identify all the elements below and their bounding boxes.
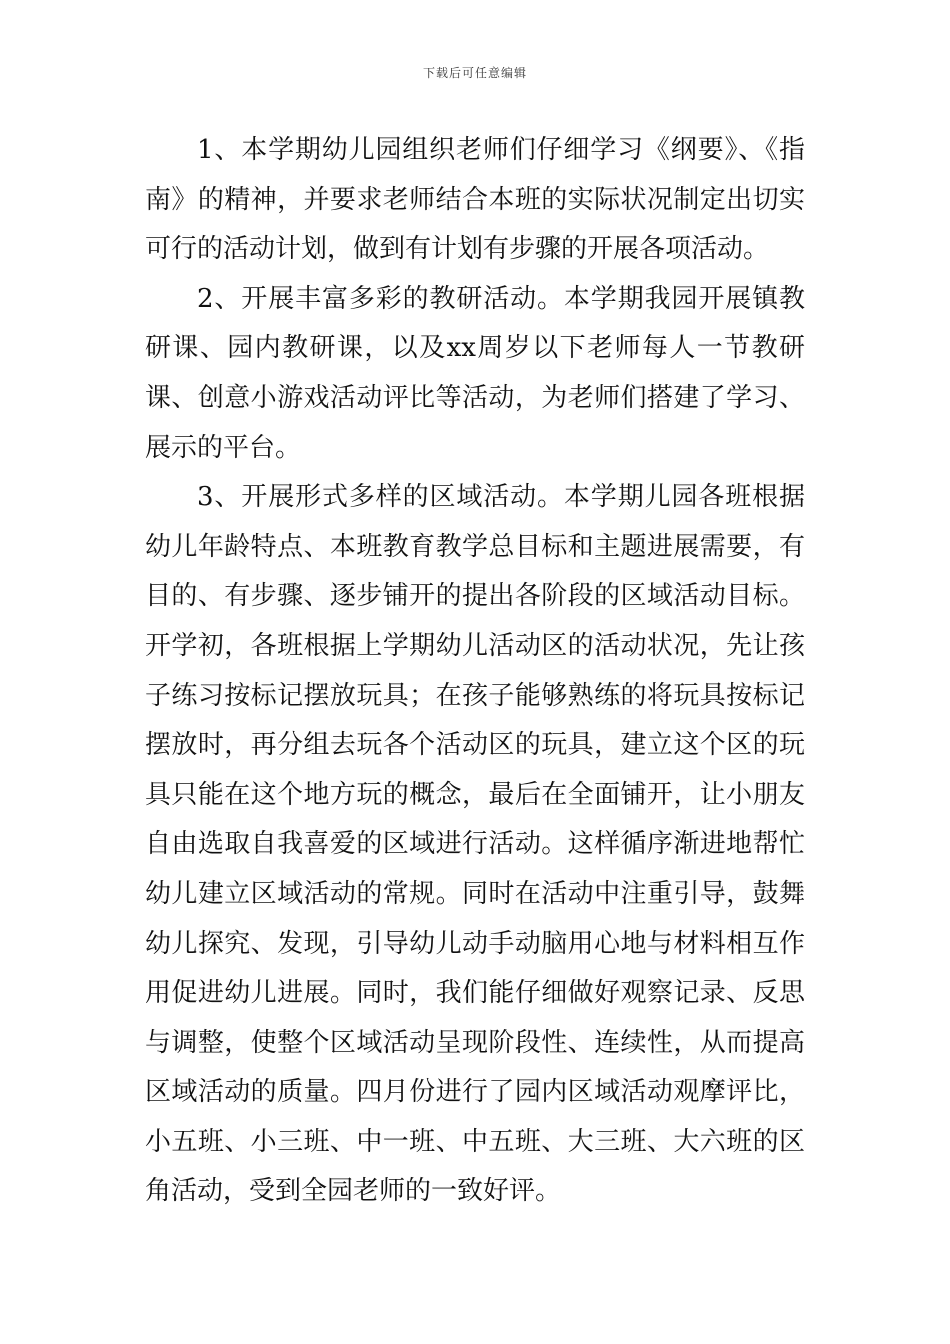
paragraph-2: 2、开展丰富多彩的教研活动。本学期我园开展镇教研课、园内教研课，以及xx周岁以下老师每人一节教研课、创意小游戏活动评比等活动，为老师们搭建了学习、展示的平台。 — [145, 283, 805, 463]
paragraph-3: 3、开展形式多样的区域活动。本学期儿园各班根据幼儿年龄特点、本班教育教学总目标和主题进展需要，有目的、有步骤、逐步铺开的提出各阶段的区域活动目标。开学初，各班根据上学期幼儿活动区的活动状况，先让孩子练习按标记摆放玩具；在孩子能够熟练的将玩具按标记摆放时，再分组去玩各个活动区的玩具，建立这个区的玩具只能在这个地方玩的概念，最后在全面铺开，让小朋友自由选取自我喜爱的区域进行活动。这样循序渐进地帮忙幼儿建立区域活动的常规。同时在活动中注重引导，鼓舞幼儿探究、发现，引导幼儿动手动脑用心地与材料相互作用促进幼儿进展。同时，我们能仔细做好观察记录、反思与调整，使整个区域活动呈现阶段性、连续性，从而提高区域活动的质量。四月份进行了园内区域活动观摩评比，小五班、小三班、中一班、中五班、大三班、大六班的区角活动，受到全园老师的一致好评。 — [145, 482, 805, 1207]
paragraph-1: 1、本学期幼儿园组织老师们仔细学习《纲要》、《指南》的精神，并要求老师结合本班的实际状况制定出切实可行的活动计划，做到有计划有步骤的开展各项活动。 — [145, 135, 805, 265]
page-header: 下载后可任意编辑 — [422, 66, 527, 80]
document-body — [145, 126, 805, 1217]
